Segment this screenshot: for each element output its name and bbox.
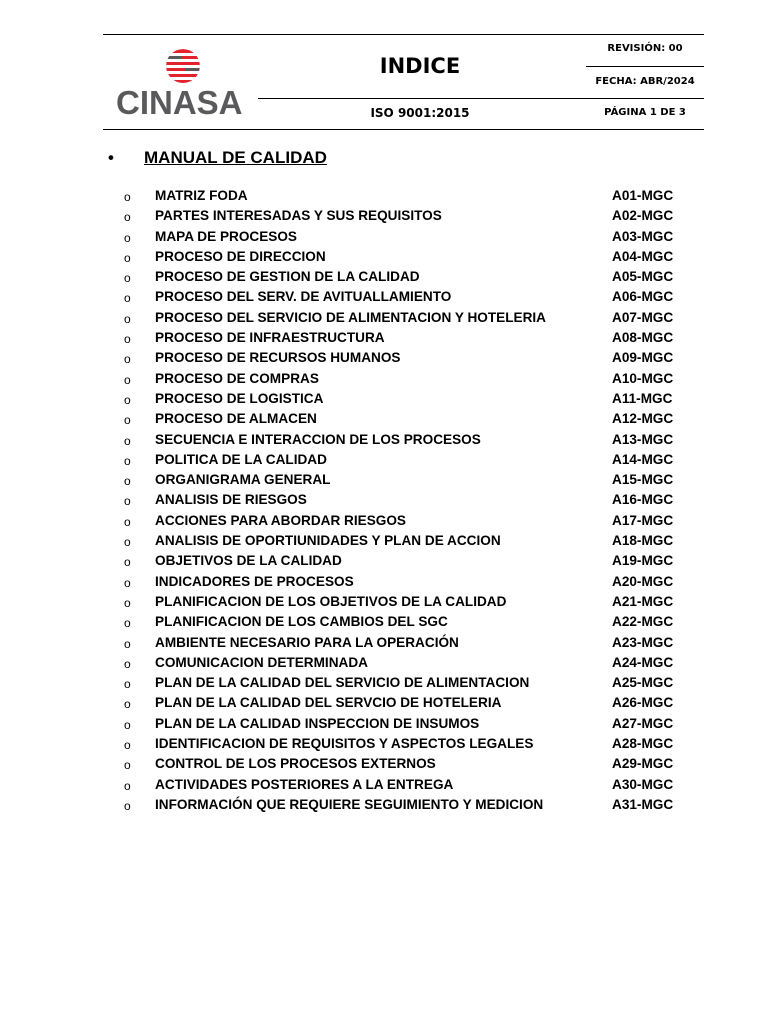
toc-bullet: o (124, 311, 131, 326)
toc-entry-label: PROCESO DE DIRECCION (155, 248, 326, 264)
toc-entry-label: MAPA DE PROCESOS (155, 228, 297, 244)
toc-bullet: o (124, 433, 131, 448)
toc-entry (124, 635, 704, 655)
header-meta-rule (586, 66, 704, 67)
toc-bullet: o (124, 352, 131, 367)
header-bottom-rule (103, 129, 704, 130)
toc-bullet: o (124, 514, 131, 529)
toc-bullet: o (124, 210, 131, 225)
toc-bullet: o (124, 595, 131, 610)
toc-entry-code: A30-MGC (612, 776, 674, 792)
toc-entry (124, 350, 704, 370)
toc-entry-code: A09-MGC (612, 350, 674, 366)
toc-entry-label: ANALISIS DE OPORTIUNIDADES Y PLAN DE ACCION (155, 533, 501, 549)
toc-entry-code: A06-MGC (612, 289, 674, 305)
toc-entry (124, 249, 704, 269)
toc-entry-label: POLITICA DE LA CALIDAD (155, 451, 327, 467)
toc-bullet: o (124, 717, 131, 732)
toc-entry-label: IDENTIFICACION DE REQUISITOS Y ASPECTOS LEGALES (155, 736, 534, 752)
toc-entry (124, 411, 704, 431)
toc-entry-label: PROCESO DE INFRAESTRUCTURA (155, 330, 385, 346)
toc-bullet: o (124, 453, 131, 468)
toc-entry-code: A22-MGC (612, 614, 674, 630)
toc-entry (124, 371, 704, 391)
date-label: FECHA: ABR/2024 (595, 76, 695, 87)
toc-entry-code: A16-MGC (612, 492, 674, 508)
toc-entry-label: OBJETIVOS DE LA CALIDAD (155, 553, 342, 569)
toc-bullet: o (124, 413, 131, 428)
toc-entry-code: A10-MGC (612, 370, 674, 386)
header-top-rule (103, 34, 704, 35)
toc-entry-label: ACCIONES PARA ABORDAR RIESGOS (155, 512, 406, 528)
toc-entry-code: A05-MGC (612, 269, 674, 285)
toc-bullet: o (124, 697, 131, 712)
header-middle-rule (258, 98, 704, 99)
toc-entry-code: A08-MGC (612, 330, 674, 346)
toc-entry-code: A25-MGC (612, 675, 674, 691)
document-title: INDICE (379, 54, 461, 78)
toc-entry-code: A28-MGC (612, 736, 674, 752)
toc-bullet: o (124, 738, 131, 753)
toc-entry (124, 574, 704, 594)
toc-entry-label: PROCESO DE LOGISTICA (155, 390, 324, 406)
toc-entry (124, 695, 704, 715)
toc-bullet: o (124, 535, 131, 550)
toc-bullet: o (124, 494, 131, 509)
page-number: PÁGINA 1 DE 3 (604, 107, 686, 118)
toc-entry-label: PLANIFICACION DE LOS OBJETIVOS DE LA CALIDAD (155, 593, 507, 609)
toc-entry-code: A17-MGC (612, 512, 674, 528)
toc-entry-label: COMUNICACION DETERMINADA (155, 654, 368, 670)
toc-entry-label: PLAN DE LA CALIDAD DEL SERVICIO DE ALIMENTACION (155, 675, 530, 691)
toc-entry-label: PROCESO DEL SERV. DE AVITUALLAMIENTO (155, 289, 452, 305)
cinasa-emblem-icon (164, 48, 202, 84)
toc-bullet: o (124, 616, 131, 631)
toc-entry (124, 188, 704, 208)
toc-bullet: o (124, 798, 131, 813)
toc-entry (124, 513, 704, 533)
toc-entry (124, 533, 704, 553)
document-header (0, 0, 768, 140)
section-bullet: • (108, 148, 114, 167)
toc-entry-code: A26-MGC (612, 695, 674, 711)
toc-entry-label: INDICADORES DE PROCESOS (155, 573, 354, 589)
toc-entry (124, 229, 704, 249)
toc-entry-code: A03-MGC (612, 228, 674, 244)
toc-entry-code: A29-MGC (612, 756, 674, 772)
toc-entry (124, 736, 704, 756)
toc-bullet: o (124, 230, 131, 245)
section-title: MANUAL DE CALIDAD (144, 148, 327, 167)
toc-entry-code: A19-MGC (612, 553, 674, 569)
toc-entry-code: A21-MGC (612, 593, 674, 609)
toc-entry (124, 310, 704, 330)
revision-label: REVISIÓN: 00 (607, 43, 683, 54)
toc-entry-code: A15-MGC (612, 472, 674, 488)
toc-entry-code: A13-MGC (612, 431, 674, 447)
toc-entry-code: A01-MGC (612, 188, 674, 203)
toc-entry-label: INFORMACIÓN QUE REQUIERE SEGUIMIENTO Y MEDICION (155, 796, 544, 812)
logo-wordmark: CINASA (116, 84, 243, 121)
toc-entry (124, 655, 704, 675)
toc-entry (124, 432, 704, 452)
toc-bullet: o (124, 271, 131, 286)
toc-bullet: o (124, 758, 131, 773)
toc-entry (124, 269, 704, 289)
toc-entry-code: A18-MGC (612, 533, 674, 549)
toc-entry-code: A27-MGC (612, 715, 674, 731)
toc-entry-label: PROCESO DE GESTION DE LA CALIDAD (155, 269, 420, 285)
toc-entry-label: AMBIENTE NECESARIO PARA LA OPERACIÓN (155, 634, 459, 650)
toc-entry (124, 756, 704, 776)
toc-entry-label: SECUENCIA E INTERACCION DE LOS PROCESOS (155, 431, 481, 447)
toc-entry (124, 716, 704, 736)
toc-entry-code: A31-MGC (612, 796, 674, 812)
toc-entry-code: A02-MGC (612, 208, 674, 224)
toc-entry (124, 797, 704, 817)
toc-bullet: o (124, 250, 131, 265)
toc-entry (124, 492, 704, 512)
toc-entry-code: A14-MGC (612, 451, 674, 467)
toc-entry (124, 675, 704, 695)
toc-entry (124, 391, 704, 411)
toc-entry (124, 472, 704, 492)
toc-entry-label: PROCESO DE ALMACEN (155, 411, 317, 427)
toc-entry-code: A04-MGC (612, 248, 674, 264)
toc-entry-code: A12-MGC (612, 411, 674, 427)
toc-entry-label: PROCESO DE COMPRAS (155, 370, 319, 386)
toc-entry-label: PROCESO DE RECURSOS HUMANOS (155, 350, 401, 366)
toc-entry-label: ORGANIGRAMA GENERAL (155, 472, 331, 488)
toc-bullet: o (124, 555, 131, 570)
toc-bullet: o (124, 291, 131, 306)
toc-bullet: o (124, 656, 131, 671)
toc-entry-label: ANALISIS DE RIESGOS (155, 492, 307, 508)
toc-entry-code: A20-MGC (612, 573, 674, 589)
iso-standard: ISO 9001:2015 (370, 106, 470, 120)
toc-entry-label: ACTIVIDADES POSTERIORES A LA ENTREGA (155, 776, 454, 792)
toc-entry-label: PARTES INTERESADAS Y SUS REQUISITOS (155, 208, 442, 224)
company-logo (116, 48, 250, 121)
toc-entry (124, 553, 704, 573)
toc-entry (124, 289, 704, 309)
toc-entry-code: A11-MGC (612, 390, 673, 406)
toc-entry-code: A07-MGC (612, 309, 674, 325)
toc-entry-code: A23-MGC (612, 634, 674, 650)
toc-bullet: o (124, 332, 131, 347)
toc-entry-label: PLAN DE LA CALIDAD INSPECCION DE INSUMOS (155, 715, 480, 731)
toc-bullet: o (124, 372, 131, 387)
toc-entry (124, 208, 704, 228)
toc-bullet: o (124, 392, 131, 407)
toc-entry-label: PLAN DE LA CALIDAD DEL SERVCIO DE HOTELERIA (155, 695, 502, 711)
toc-entry (124, 594, 704, 614)
toc-entry-label: PLANIFICACION DE LOS CAMBIOS DEL SGC (155, 614, 448, 630)
toc-entry-label: CONTROL DE LOS PROCESOS EXTERNOS (155, 756, 436, 772)
toc-bullet: o (124, 636, 131, 651)
toc-entry-label: PROCESO DEL SERVICIO DE ALIMENTACION Y HOTELERIA (155, 309, 546, 325)
toc-entry (124, 330, 704, 350)
toc-bullet: o (124, 677, 131, 692)
toc-bullet: o (124, 190, 131, 204)
toc-bullet: o (124, 474, 131, 489)
table-of-contents (124, 188, 704, 817)
toc-entry (124, 614, 704, 634)
toc-bullet: o (124, 778, 131, 793)
toc-entry (124, 777, 704, 797)
toc-entry-code: A24-MGC (612, 654, 674, 670)
toc-entry (124, 452, 704, 472)
toc-entry-label: MATRIZ FODA (155, 188, 248, 203)
toc-bullet: o (124, 575, 131, 590)
